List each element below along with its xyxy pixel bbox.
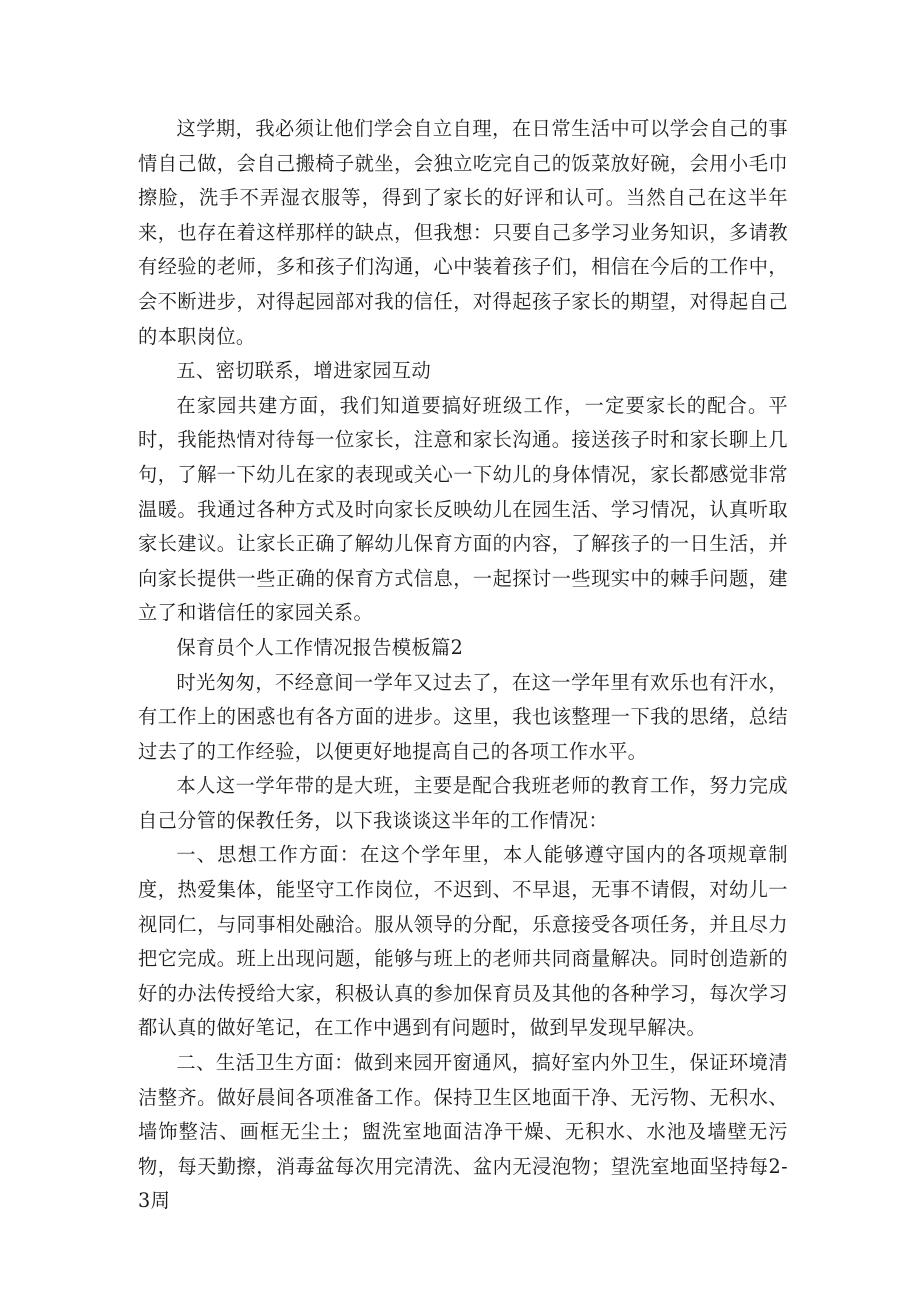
paragraph-time-flies: 时光匆匆，不经意间一学年又过去了，在这一学年里有欢乐也有汗水，有工作上的困惑也有各方面的进步。这里，我也该整理一下我的思绪，总结过去了的工作经验，以便更好地提高自己的各项工作水平。 (138, 670, 788, 763)
paragraph-self-care: 这学期，我必须让他们学会自立自理，在日常生活中可以学会自己的事情自己做，会自己搬椅子就坐，会独立吃完自己的饭菜放好碗，会用小毛巾擦脸，洗手不弄湿衣服等，得到了家长的好评和认可。当然自己在这半年来，也存在着这样那样的缺点，但我想：只要自己多学习业务知识，多请教有经验的老师，多和孩子们沟通，心中装着孩子们，相信在今后的工作中，会不断进步，对得起园部对我的信任，对得起孩子家长的期望，对得起自己的本职岗位。 (138, 117, 788, 348)
article-title-2: 保育员个人工作情况报告模板篇2 (176, 635, 464, 659)
paragraph-hygiene: 二、生活卫生方面：做到来园开窗通风，搞好室内外卫生，保证环境清洁整齐。做好晨间各项准备工作。保持卫生区地面干净、无污物、无积水、墙饰整洁、画框无尘土；盥洗室地面洁净干燥、无积水、水池及墙壁无污物，每天勤擦，消毒盆每次用完清洗、盆内无浸泡物；望洗室地面坚持每2-3周 (138, 1051, 788, 1213)
paragraph-class-intro: 本人这一学年带的是大班，主要是配合我班老师的教育工作，努力完成自己分管的保教任务，以下我谈谈这半年的工作情况： (138, 774, 788, 832)
paragraph-home-school: 在家园共建方面，我们知道要搞好班级工作，一定要家长的配合。平时，我能热情对待每一位家长，注意和家长沟通。接送孩子时和家长聊上几句，了解一下幼儿在家的表现或关心一下幼儿的身体情况，家长都感觉非常温暖。我通过各种方式及时向家长反映幼儿在园生活、学习情况，认真听取家长建议。让家长正确了解幼儿保育方面的内容，了解孩子的一日生活，并向家长提供一些正确的保育方式信息，一起探讨一些现实中的棘手问题，建立了和谐信任的家园关系。 (138, 393, 788, 625)
paragraph-thinking-work: 一、思想工作方面：在这个学年里，本人能够遵守国内的各项规章制度，热爱集体，能坚守工作岗位，不迟到、不早退，无事不请假，对幼儿一视同仁，与同事相处融洽。服从领导的分配，乐意接受各项任务，并且尽力把它完成。班上出现问题，能够与班上的老师共同商量解决。同时创造新的好的办法传授给大家，积极认真的参加保育员及其他的各种学习，每次学习都认真的做好笔记，在工作中遇到有问题时，做到早发现早解决。 (138, 843, 788, 1040)
section-heading-five: 五、密切联系，增进家园互动 (176, 359, 432, 383)
